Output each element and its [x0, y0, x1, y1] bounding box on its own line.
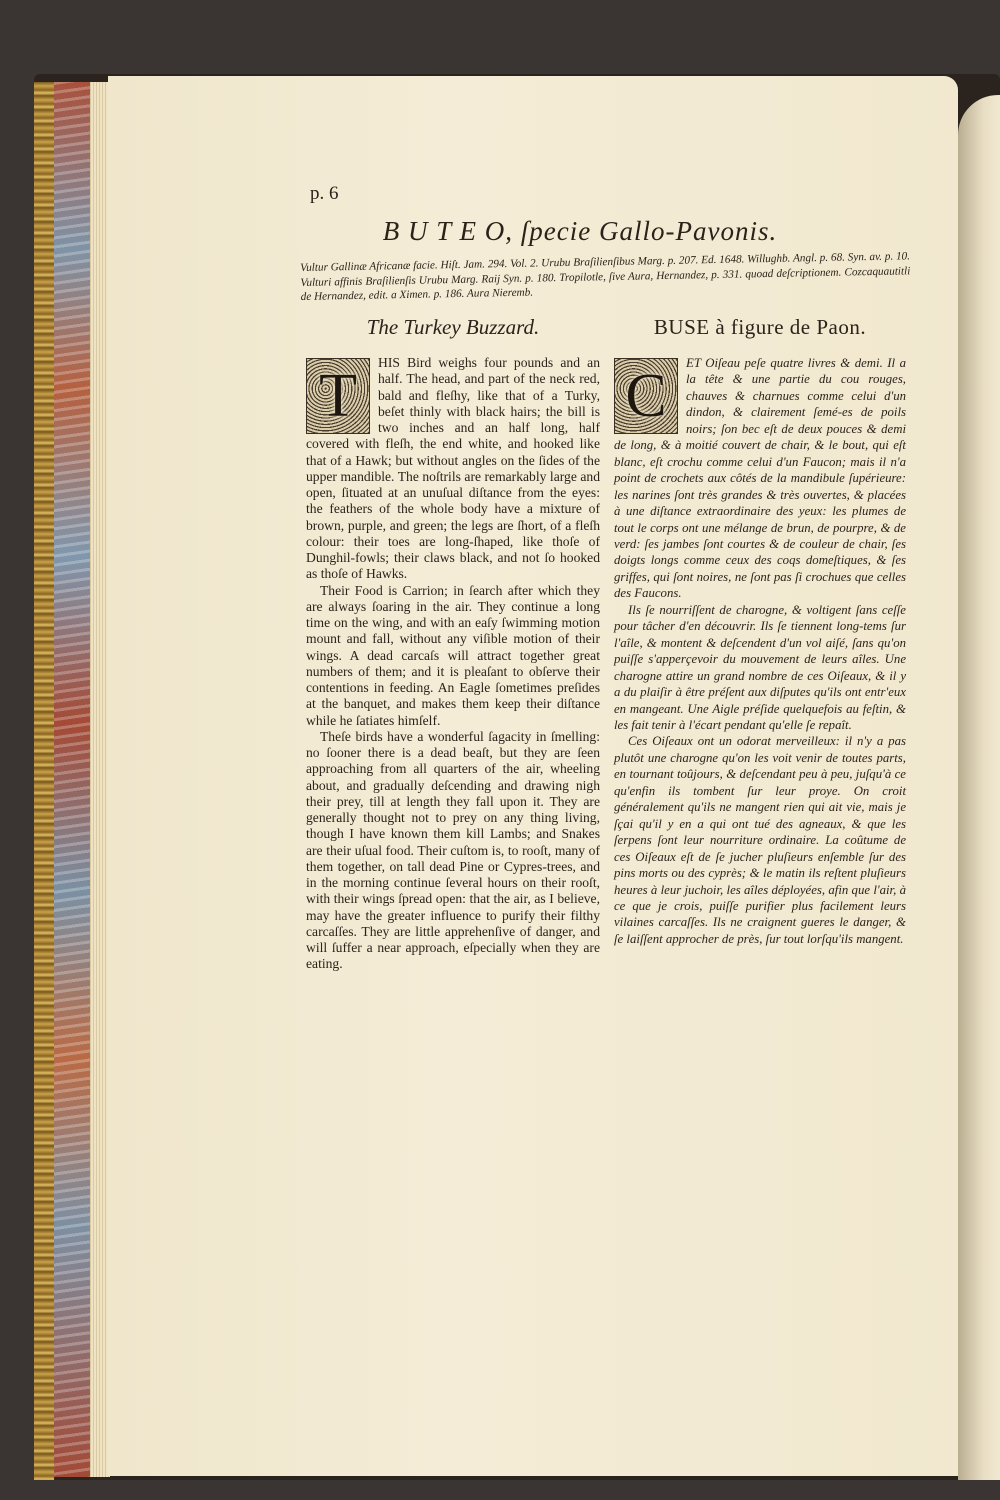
references-block: Vultur Gallinæ Africanæ facie. Hiſt. Jam. 294. Vol. 2. Urubu Braſilienſibus Marg. p. 207. Ed. 1648. Willughb. Angl. p. 68. Syn. av. p. 10. Vulturi affinis Braſilienſis Urubu Marg. Raij Syn. p. 180. Tropilotle, ſive Aura, Hernandez, p. 331. quoad deſcriptionem. Cozcaquautitli de Hernandez, edit. a Ximen. p. 186. Aura Nieremb. — [300, 250, 911, 303]
english-column — [306, 313, 600, 973]
english-drop-cap — [306, 358, 370, 434]
marbled-endpaper — [54, 82, 90, 1477]
french-heading: BUSE à figure de Paon. — [653, 315, 867, 339]
english-paragraph-3: Theſe birds have a wonderful ſagacity in ſmelling: no ſooner there is a dead beaſt, but they are ſeen approaching from all quarters of the air, wheeling about, and gradually deſcending and drawing nigh their prey, till at length they fall upon it. They are generally thought not to prey on any thing living, though I have known them kill Lambs; and Snakes are their uſual food. Their cuſtom is, to rooſt, many of them together, on tall dead Pine or Cypres-trees, and in the morning continue ſeveral hours on their rooſt, with their wings ſpread open: that the air, as I believe, may have the greater influence to purify their filthy carcaſſes. They are little apprehenſive of danger, and will ſuffer a near approach, eſpecially when they are eating. — [306, 728, 600, 972]
english-paragraph-2: Their Food is Carrion; in ſearch after which they are always ſoaring in the air. They continue a long time on the wing, and with an eaſy ſwimming motion mount and fall, without any viſible motion of their wings. A dead carcaſs will attract together great numbers of them; and it is pleaſant to obſerve their contentions in feeding. An Eagle ſometimes preſides at the banquet, and makes them keep their diſtance while he ſatiates himſelf. — [306, 582, 600, 728]
english-heading: The Turkey Buzzard. — [366, 315, 540, 339]
page-title: B U T E O, ſpecie Gallo-Pavonis. — [382, 216, 778, 246]
french-paragraph-1: ET Oiſeau peſe quatre livres & demi. Il a la tête & une partie du cou rouges, chauves & charnues comme celui d'un dindon, & clairement ſemé-es de poils noirs; ſon bec eſt de deux pouces & demi de long, & à moitié couvert de chair, & le bout, qui eſt blanc, eſt crochu comme celui d'un Faucon; mais il n'a point de crochets aux côtés de la mandibule ſupérieure: les narines ſont très grandes & très ouvertes, & placées à une diſtance extraordinaire des yeux: les plumes de tout le corps ont une mélange de brun, de pourpre, & de verd: ſes jambes ſont courtes & de couleur de chair, ſes doigts longs comme ceux des coqs domeſtiques, & ſes griffes, qui ſont noires, ne ſont pas ſi crochues que celles des Faucons. — [614, 356, 906, 601]
gilt-edge-border — [34, 82, 55, 1480]
french-paragraph-3: Ces Oiſeaux ont un odorat merveilleux: il n'y a pas plutôt une charogne qu'on les voit venir de toutes parts, en tournant toûjours, & deſcendant peu à peu, juſqu'à ce qu'enfin ils tombent ſur leur proye. On croit généralement qu'ils ne mangent rien qui ait vie, mais je ſçai qu'il y en a qui ont tué des agneaux, & que les ſerpens ſont leur nourriture ordinaire. La coûtume de ces Oiſeaux eſt de ſe jucher pluſieurs enſemble ſur des pins morts ou des cyprès; & le matin ils reſtent pluſieurs heures à leur juchoir, les aîles déployées, afin que l'air, à ce que je crois, puiſſe purifier plus facilement leurs vilaines carcaſſes. Ils ne craignent gueres le danger, & ſe laiſſent approcher de près, ſur tout lorſqu'ils mangent. — [614, 734, 906, 946]
french-drop-cap — [614, 358, 678, 434]
french-drop-cap-letter: C — [625, 362, 667, 430]
page-number: p. 6 — [310, 183, 339, 204]
english-drop-cap-letter: T — [319, 362, 357, 430]
english-paragraph-1: HIS Bird weighs four pounds and an half. The head, and part of the neck red, bald and fleſhy, like that of a Turky, beſet thinly with black hairs; the bill is two inches and an half long, half covered with fleſh, the end white, and hooked like that of a Hawk; but without angles on the ſides of the upper mandible. The noſtrils are remarkably large and open, ſituated at an unuſual diſtance from the eyes: the feathers of the whole body have a mixture of brown, purple, and green; the legs are ſhort, of a fleſh colour: their toes are long-ſhaped, like thoſe of Dunghil-fowls; their claws black, and not ſo hooked as thoſe of Hawks. — [306, 355, 600, 582]
facing-page-edge — [958, 95, 1000, 1480]
french-paragraph-2: Ils ſe nourriſſent de charogne, & voltigent ſans ceſſe pour tâcher d'en découvrir. Ils ſe tiennent long-tems ſur l'aîle, & montent & deſcendent d'un vol aiſé, ſans qu'on puiſſe s'apperçevoir du mouvement de leurs aîles. Une charogne attire un grand nombre de ces Oiſeaux, & il y a du plaiſir à être préſent aux diſputes qu'ils ont entr'eux en mangeant. Une Aigle préſide quelquefois au feſtin, & les fait tenir à l'écart pendant qu'elle ſe repaît. — [614, 602, 906, 732]
page-stack-edge — [90, 82, 110, 1477]
french-column — [614, 313, 906, 947]
